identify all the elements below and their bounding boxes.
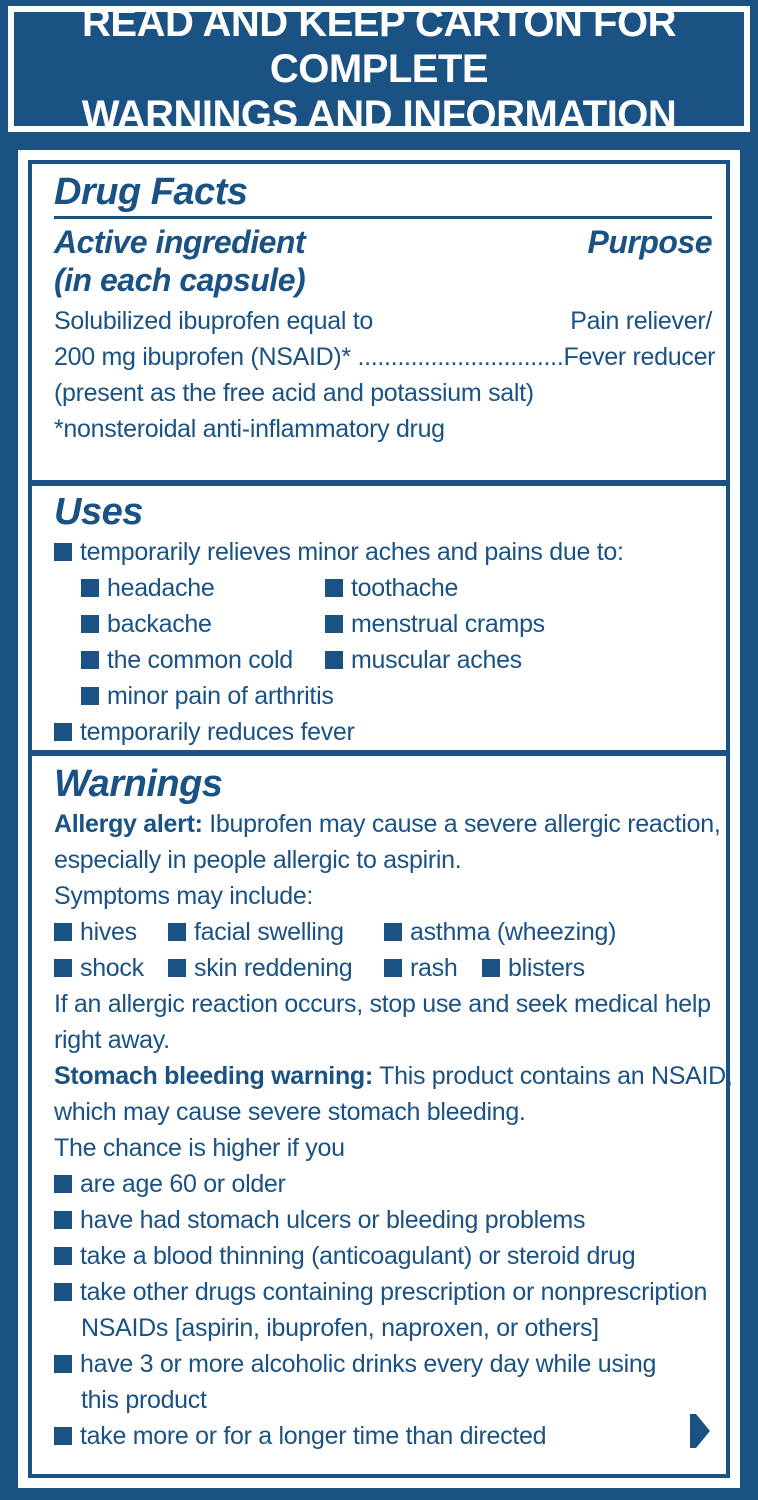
- bullet-icon: [54, 923, 72, 941]
- active-ingredient-subheading: (in each capsule): [54, 262, 306, 298]
- bullet-icon: [54, 959, 72, 977]
- bullet-icon: [54, 543, 72, 561]
- bullet-icon: [384, 923, 402, 941]
- symptoms-row-1: hives facial swelling asthma (wheezing): [54, 914, 712, 950]
- section-divider: [32, 480, 726, 486]
- bullet-icon: [54, 1355, 72, 1373]
- ingredient-footnote: *nonsteroidal anti-inflammatory drug: [54, 415, 445, 443]
- symptoms-intro: Symptoms may include:: [54, 882, 314, 910]
- warnings-title: Warnings: [54, 763, 223, 805]
- stomach-warning: Stomach bleeding warning: This product contains an NSAID,: [54, 1062, 733, 1090]
- continue-arrow-icon: [696, 1414, 710, 1448]
- list-item-cont: this product: [81, 1386, 207, 1414]
- purpose-heading: Purpose: [587, 224, 712, 260]
- active-ingredient-heading: Active ingredient: [54, 224, 306, 260]
- list-item: backache: [81, 606, 325, 642]
- ingredient-line-2: 200 mg ibuprofen (NSAID)* ...............................: [54, 343, 564, 371]
- bullet-icon: [482, 959, 500, 977]
- carton-banner-text: [14, 1, 744, 137]
- list-item: have had stomach ulcers or bleeding problems: [54, 1202, 712, 1238]
- drug-facts-card: [18, 150, 740, 1488]
- bullet-icon: [54, 1247, 72, 1265]
- list-item: take more or for a longer time than directed: [54, 1418, 712, 1454]
- banner-line-2: WARNINGS AND INFORMATION: [81, 93, 677, 137]
- drug-facts-box: [28, 160, 733, 1478]
- banner-line-1: READ AND KEEP CARTON FOR COMPLETE: [82, 1, 676, 91]
- stomach-warning-cont: which may cause severe stomach bleeding.: [54, 1098, 526, 1126]
- bullet-icon: [384, 959, 402, 977]
- list-item: toothache: [325, 570, 712, 606]
- purpose-line-2: Fever reducer: [563, 343, 716, 371]
- list-item: the common cold: [81, 642, 325, 678]
- carton-banner: [8, 1, 750, 137]
- bullet-icon: [81, 615, 99, 633]
- list-item: are age 60 or older: [54, 1166, 712, 1202]
- list-item: take other drugs containing prescription or nonprescription: [54, 1274, 712, 1310]
- allergy-action: If an allergic reaction occurs, stop use and seek medical help: [54, 990, 711, 1018]
- chance-intro: The chance is higher if you: [54, 1134, 345, 1162]
- bullet-icon: [81, 687, 99, 705]
- bullet-icon: [54, 1175, 72, 1193]
- bullet-icon: [168, 959, 186, 977]
- uses-section: [32, 490, 726, 750]
- list-item: menstrual cramps: [325, 606, 712, 642]
- uses-title: Uses: [54, 491, 143, 533]
- bullet-icon: [54, 1283, 72, 1301]
- list-item: have 3 or more alcoholic drinks every day while using: [54, 1346, 712, 1382]
- list-item: temporarily reduces fever: [54, 714, 712, 750]
- bullet-icon: [81, 579, 99, 597]
- ingredient-line-1: Solubilized ibuprofen equal to: [54, 307, 374, 335]
- list-item: minor pain of arthritis: [81, 678, 325, 714]
- symptoms-row-2: shock skin reddening rash blisters: [54, 950, 712, 986]
- bullet-icon: [81, 651, 99, 669]
- active-ingredient-section: [32, 170, 726, 447]
- bullet-icon: [54, 723, 72, 741]
- bullet-icon: [325, 579, 343, 597]
- purpose-line-1: Pain reliever/: [570, 307, 712, 335]
- list-item: muscular aches: [325, 642, 712, 678]
- allergy-action-cont: right away.: [54, 1026, 170, 1054]
- list-item: headache: [81, 570, 325, 606]
- section-divider: [32, 750, 726, 756]
- title-rule: [54, 216, 712, 219]
- allergy-alert-cont: especially in people allergic to aspirin.: [54, 846, 462, 874]
- bullet-icon: [54, 1211, 72, 1229]
- list-item: temporarily relieves minor aches and pains due to:: [54, 534, 712, 570]
- bullet-icon: [54, 1427, 72, 1445]
- warnings-section: [32, 762, 733, 1454]
- bullet-icon: [325, 651, 343, 669]
- bullet-icon: [325, 615, 343, 633]
- ingredient-line-3: (present as the free acid and potassium salt): [54, 379, 534, 407]
- list-item-cont: NSAIDs [aspirin, ibuprofen, naproxen, or others]: [81, 1314, 599, 1342]
- bullet-icon: [168, 923, 186, 941]
- list-item: take a blood thinning (anticoagulant) or steroid drug: [54, 1238, 712, 1274]
- drug-facts-title: Drug Facts: [54, 171, 248, 213]
- allergy-alert: Allergy alert: Ibuprofen may cause a severe allergic reaction,: [54, 810, 721, 838]
